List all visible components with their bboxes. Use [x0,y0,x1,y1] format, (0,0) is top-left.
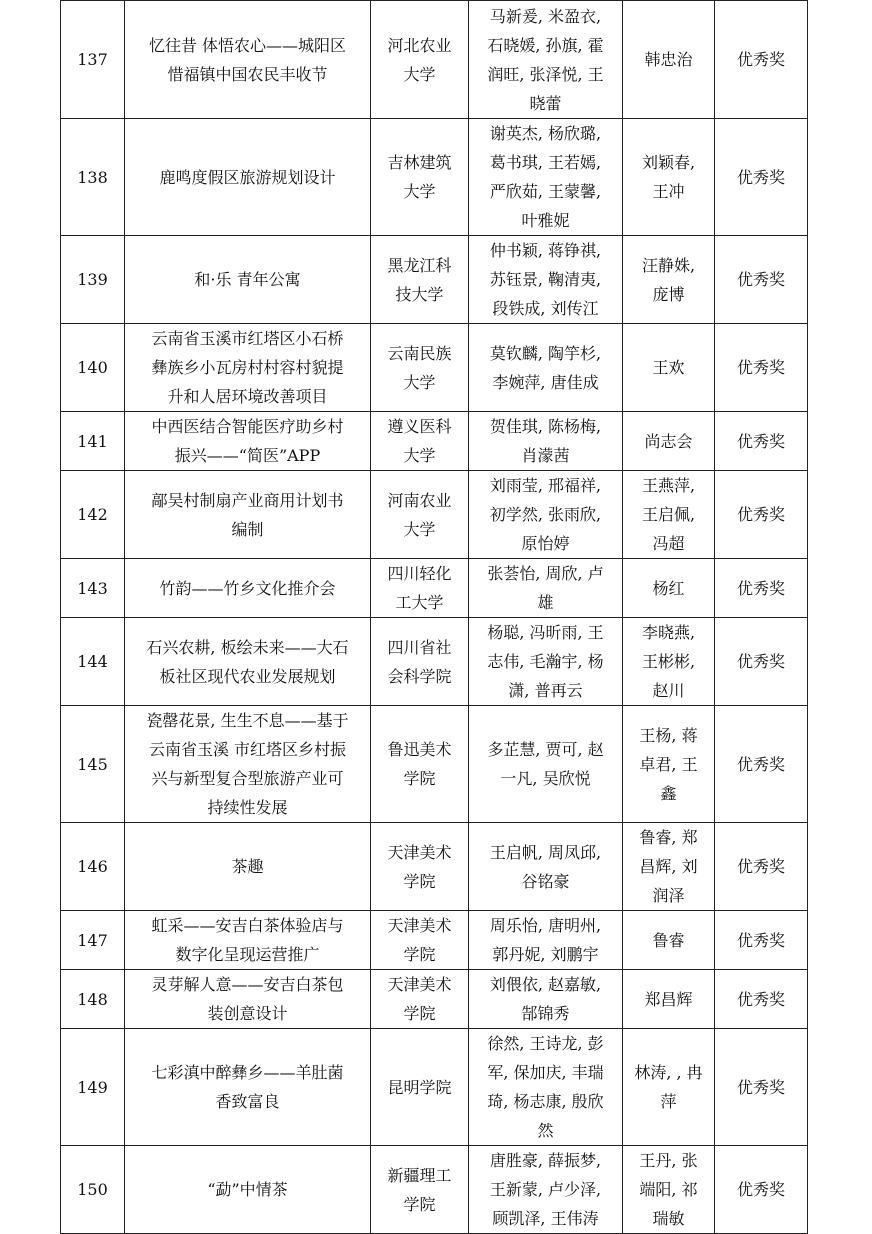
advisor-names-line: 润泽 [652,886,685,905]
school-name-line: 学院 [403,769,436,788]
school-name-line: 昆明学院 [387,1077,452,1097]
team-members-line: 军, 保加庆, 丰瑞 [487,1063,604,1082]
award-level: 优秀奖 [715,471,808,559]
school-name-line: 四川轻化 [387,564,452,583]
team-members [469,412,623,471]
team-members-line: 段铁成, 刘传江 [492,299,599,318]
team-members-line: 贺佳琪, 陈杨梅, [489,417,602,436]
advisor-names-line: 冯超 [652,534,685,553]
advisor-names-line: 汪静姝, [641,255,696,275]
award-level: 优秀奖 [715,618,808,706]
team-members [469,1146,623,1234]
school-name-line: 工大学 [395,593,444,612]
advisor-names [623,471,715,559]
project-title-line: 云南省玉溪 市红塔区乡村振 [148,740,347,759]
advisor-names [623,911,715,970]
row-number: 145 [61,706,125,823]
school-name-line: 大学 [403,372,436,392]
table-row [61,706,808,823]
project-title-line: 香致富良 [215,1092,280,1111]
team-members [469,970,623,1029]
award-level: 优秀奖 [715,823,808,911]
row-number: 140 [61,324,125,412]
school-name-line: 天津美术 [387,916,452,935]
school-name-line: 遵义医科 [387,417,452,436]
table-row [61,1,808,119]
team-members-line: 周乐怡, 唐明州, [489,916,602,935]
project-title [125,412,371,471]
team-members [469,1029,623,1146]
project-title [125,471,371,559]
school-name-line: 大学 [403,519,436,539]
row-number: 137 [61,1,125,119]
school-name-line: 黑龙江科 [387,255,452,275]
project-title [125,559,371,618]
school-name-line: 河南农业 [387,490,452,510]
project-title [125,119,371,236]
advisor-names [623,1146,715,1234]
school-name-line: 四川省社 [387,637,452,657]
school-name [371,618,469,706]
school-name-line: 云南民族 [387,343,452,363]
advisor-names-line: 庞博 [652,284,685,304]
project-title-line: 惜福镇中国农民丰收节 [167,64,328,84]
team-members-line: 刘雨莹, 邢福祥, [489,476,602,495]
advisor-names-line: 王丹, 张 [639,1151,698,1170]
table-row [61,559,808,618]
row-number: 150 [61,1146,125,1234]
advisor-names [623,970,715,1029]
school-name-line: 鲁迅美术 [387,740,452,759]
advisor-names-line: 王杨, 蒋 [639,725,698,745]
team-members [469,911,623,970]
team-members-line: 谷铭豪 [521,871,570,891]
school-name-line: 吉林建筑 [387,153,452,172]
project-title-line: 云南省玉溪市红塔区小石桥 [151,329,344,348]
table-row [61,471,808,559]
team-members-line: 苏钰景, 鞠清夷, [489,270,602,289]
project-title [125,618,371,706]
team-members [469,618,623,706]
advisor-names-line: 卓君, 王 [639,754,698,774]
team-members-line: 晓蕾 [529,93,562,113]
team-members-line: 然 [537,1121,554,1140]
school-name [371,911,469,970]
advisor-names-line: 端阳, 祁 [639,1180,698,1199]
advisor-names-line: 鲁睿 [652,930,685,950]
advisor-names-line: 鑫 [660,783,677,803]
team-members-line: 润旺, 张泽悦, 王 [487,64,604,84]
row-number: 142 [61,471,125,559]
awards-table [60,0,808,1234]
advisor-names-line: 王燕萍, [641,476,696,495]
row-number: 138 [61,119,125,236]
team-members-line: 仲书颖, 蒋铮祺, [489,241,602,260]
project-title-line: 茶趣 [231,857,264,876]
team-members-line: 谢英杰, 杨欣璐, [489,124,602,143]
school-name-line: 大学 [403,64,436,84]
team-members-line: 琦, 杨志康, 殷欣 [487,1092,604,1111]
school-name [371,970,469,1029]
team-members-line: 多芷慧, 贾可, 赵 [487,740,604,759]
team-members [469,471,623,559]
project-title-line: 升和人居环境改善项目 [167,387,328,406]
advisor-names-line: 昌辉, 刘 [639,857,698,876]
advisor-names-line: 鲁睿, 郑 [639,828,698,847]
advisor-names-line: 尚志会 [644,431,693,451]
advisor-names [623,1,715,119]
award-level: 优秀奖 [715,1,808,119]
school-name-line: 河北农业 [387,35,452,55]
school-name [371,1,469,119]
advisor-names-line: 王欢 [652,358,685,377]
table-row [61,911,808,970]
team-members-line: 石晓媛, 孙旗, 霍 [487,35,604,55]
team-members-line: 葛书琪, 王若嫣, [489,153,602,172]
team-members-line: 潇, 普再云 [508,681,583,700]
advisor-names-line: 王彬彬, [641,652,696,671]
row-number: 143 [61,559,125,618]
project-title-line: 持续性发展 [207,798,288,817]
award-level: 优秀奖 [715,559,808,618]
team-members [469,236,623,324]
team-members-line: 刘偎依, 赵嘉敏, [489,975,602,994]
award-level: 优秀奖 [715,706,808,823]
project-title-line: 数字化呈现运营推广 [175,945,320,964]
school-name-line: 技大学 [395,284,444,304]
project-title-line: 板社区现代农业发展规划 [159,666,336,686]
team-members [469,823,623,911]
project-title-line: 彝族乡小瓦房村村容村貌提 [151,358,344,377]
award-level: 优秀奖 [715,119,808,236]
row-number: 149 [61,1029,125,1146]
advisor-names-line: 林涛, , 冉 [634,1063,703,1082]
project-title [125,823,371,911]
project-title [125,236,371,324]
team-members-line: 郜锦秀 [521,1004,570,1023]
team-members-line: 志伟, 毛瀚宇, 杨 [487,652,604,671]
advisor-names-line: 杨红 [652,578,685,598]
school-name [371,1146,469,1234]
award-level: 优秀奖 [715,1029,808,1146]
school-name-line: 大学 [403,446,436,465]
awards-table-body [61,1,808,1234]
advisor-names [623,823,715,911]
project-title-line: 编制 [231,519,264,539]
project-title-line: 竹韵——竹乡文化推介会 [159,578,336,598]
row-number: 146 [61,823,125,911]
advisor-names [623,119,715,236]
team-members-line: 徐然, 王诗龙, 彭 [487,1034,604,1053]
project-title-line: 兴与新型复合型旅游产业可 [151,769,344,788]
team-members-line: 顾凯泽, 王伟涛 [492,1209,599,1228]
team-members-line: 初学然, 张雨欣, [489,505,602,524]
team-members-line: 雄 [537,593,554,612]
school-name [371,706,469,823]
advisor-names [623,412,715,471]
advisor-names [623,324,715,412]
table-row [61,618,808,706]
school-name-line: 天津美术 [387,842,452,862]
team-members [469,1,623,119]
award-level: 优秀奖 [715,970,808,1029]
advisor-names-line: 王启佩, [641,505,696,524]
project-title-line: 石兴农耕, 板绘未来——大石 [146,637,349,657]
advisor-names-line: 韩忠治 [644,50,693,69]
team-members-line: 一凡, 吴欣悦 [500,769,591,788]
school-name-line: 大学 [403,182,436,201]
project-title [125,324,371,412]
project-title [125,1146,371,1234]
team-members-line: 唐胜豪, 薛振梦, [489,1151,602,1170]
table-row [61,324,808,412]
team-members-line: 王新蒙, 卢少泽, [489,1180,602,1199]
team-members-line: 郭丹妮, 刘鹏宇 [492,945,599,964]
school-name-line: 学院 [403,871,436,891]
team-members [469,706,623,823]
award-level: 优秀奖 [715,911,808,970]
school-name-line: 会科学院 [387,666,452,686]
advisor-names-line: 萍 [660,1092,677,1111]
school-name-line: 学院 [403,1004,436,1023]
team-members-line: 马新爰, 米盈衣, [489,6,602,26]
school-name [371,559,469,618]
team-members-line: 杨聪, 冯昕雨, 王 [487,623,604,642]
advisor-names-line: 瑞敏 [652,1209,685,1228]
advisor-names [623,706,715,823]
award-level: 优秀奖 [715,1146,808,1234]
table-row [61,970,808,1029]
project-title-line: 装创意设计 [207,1004,288,1023]
team-members-line: 王启帆, 周凤邱, [489,842,602,862]
school-name [371,412,469,471]
table-row [61,823,808,911]
school-name [371,823,469,911]
school-name [371,119,469,236]
advisor-names-line: 赵川 [652,681,685,700]
row-number: 148 [61,970,125,1029]
row-number: 144 [61,618,125,706]
team-members [469,324,623,412]
row-number: 147 [61,911,125,970]
table-row [61,119,808,236]
project-title-line: “勐”中情茶 [207,1180,288,1199]
team-members-line: 肖濛茜 [521,446,570,465]
school-name [371,236,469,324]
advisor-names [623,236,715,324]
advisor-names [623,618,715,706]
team-members-line: 原怡婷 [521,534,570,553]
advisor-names [623,1029,715,1146]
table-row [61,1146,808,1234]
team-members-line: 严欣茹, 王蒙馨, [489,182,602,201]
award-level: 优秀奖 [715,236,808,324]
school-name [371,324,469,412]
team-members [469,119,623,236]
advisor-names [623,559,715,618]
advisor-names-line: 刘颖春, [641,153,696,172]
project-title-line: 忆往昔 体悟农心——城阳区 [148,35,347,55]
team-members-line: 叶雅妮 [521,211,570,230]
project-title [125,706,371,823]
project-title-line: 虹采——安吉白茶体验店与 [151,916,344,935]
school-name-line: 学院 [403,1194,436,1214]
award-level: 优秀奖 [715,412,808,471]
project-title [125,1029,371,1146]
team-members [469,559,623,618]
table-row [61,1029,808,1146]
school-name-line: 天津美术 [387,975,452,994]
table-row [61,236,808,324]
school-name [371,1029,469,1146]
school-name-line: 学院 [403,945,436,964]
school-name [371,471,469,559]
project-title-line: 灵芽解人意——安吉白茶包 [151,975,344,994]
project-title-line: 鄗吴村制扇产业商用计划书 [151,490,344,510]
project-title-line: 和·乐 青年公寓 [194,270,301,289]
row-number: 141 [61,412,125,471]
project-title [125,911,371,970]
project-title [125,1,371,119]
advisor-names-line: 王冲 [652,182,685,201]
advisor-names-line: 郑昌辉 [644,989,693,1009]
team-members-line: 张荟怡, 周欣, 卢 [487,564,604,583]
project-title-line: 瓷罄花景, 生生不息——基于 [146,711,349,730]
project-title-line: 振兴——“简医”APP [174,446,321,465]
award-level: 优秀奖 [715,324,808,412]
advisor-names-line: 李晓燕, [641,623,696,642]
row-number: 139 [61,236,125,324]
project-title-line: 鹿鸣度假区旅游规划设计 [159,167,336,187]
project-title [125,970,371,1029]
project-title-line: 中西医结合智能医疗助乡村 [151,417,344,436]
team-members-line: 莫钦麟, 陶竽杉, [489,343,602,363]
team-members-line: 李婉萍, 唐佳成 [492,372,599,392]
school-name-line: 新疆理工 [387,1165,452,1185]
table-row [61,412,808,471]
project-title-line: 七彩滇中醉彝乡——羊肚菌 [151,1063,344,1082]
